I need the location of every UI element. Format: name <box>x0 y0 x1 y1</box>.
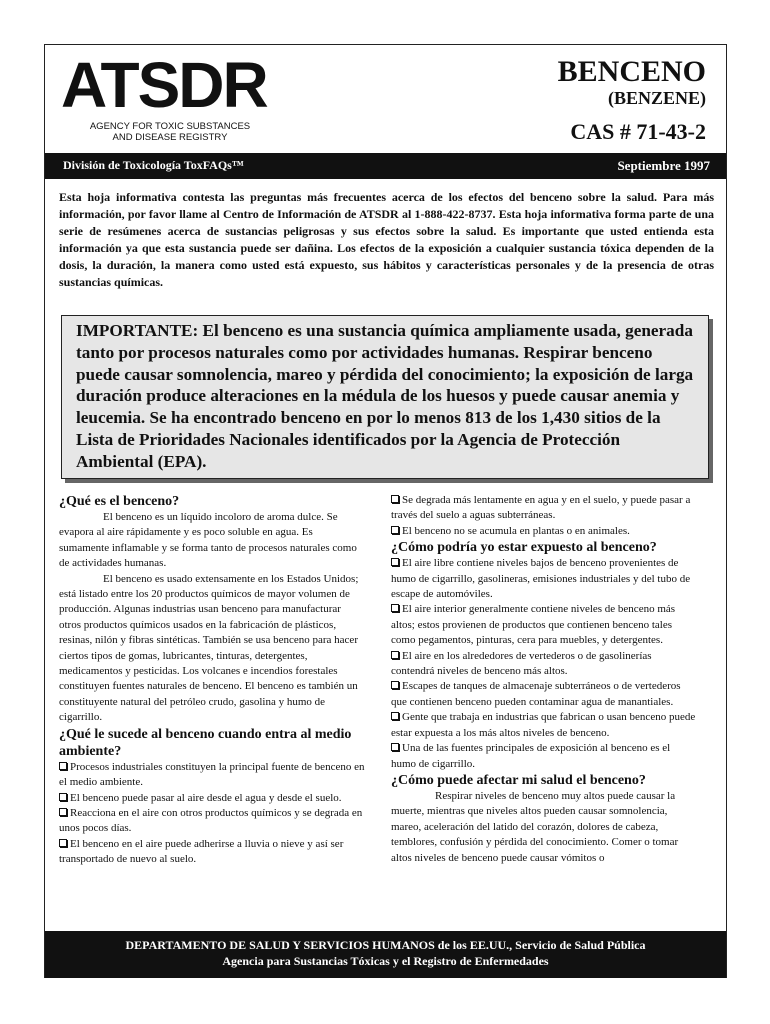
list-item: El benceno en el aire puede adherirse a lluvia o nieve y así ser transportado de nuevo al suelo. <box>59 837 344 866</box>
checkbox-bullet-icon <box>391 651 399 659</box>
logo-line-2: AND DISEASE REGISTRY <box>112 132 228 143</box>
heading-exposure: ¿Cómo podría yo estar expuesto al benceno? <box>391 540 657 556</box>
paragraph-health-effects: Respirar niveles de benceno muy altos puede causar la muerte, mientras que niveles altos pueden causar somnolencia, mareo, aceleración del latido del corazón, dolores de cabeza, temblores, confusión y pérdida del conocimiento. Comer o tomar altos niveles de benceno puede causar vómitos o <box>391 789 679 864</box>
checkbox-bullet-icon <box>391 604 399 612</box>
paragraph-what-is-2: El benceno es usado extensamente en los Estados Unidos; está listado entre los 20 productos químicos de mayor volumen de producción. Algunas industrias usan benceno para manufacturar otros productos químicos usados en la fabricación de plásticos, resinas, nilón y fibras sintéticas. También se usa benceno para hacer ciertos tipos de gomas, lubricantes, tinturas, detergentes, medicamentos y pesticidas. Los volcanes e incendios forestales constituyen fuentes naturales de benceno. El benceno es también un constituyente natural del petróleo crudo, gasolina y humo de cigarrillo. <box>59 572 359 724</box>
list-item: Gente que trabaja en industrias que fabrican o usan benceno puede estar expuesta a los más altos niveles de benceno. <box>391 711 696 739</box>
checkbox-bullet-icon <box>391 526 399 534</box>
division-label: División de Toxicología ToxFAQs™ <box>63 158 244 172</box>
heading-environment: ¿Qué le sucede al benceno cuando entra al medio ambiente? <box>59 726 352 759</box>
list-item: El aire interior generalmente contiene niveles de benceno más altos; estos provienen de productos que contienen benceno tales como pegamentos, pinturas, cera para muebles, y detergentes. <box>391 603 676 647</box>
list-item: El benceno puede pasar al aire desde el agua y desde el suelo. <box>59 791 365 806</box>
intro-paragraph: Esta hoja informativa contesta las preguntas más frecuentes acerca de los efectos del benceno sobre la salud. Para más información, por favor llame al Centro de Información de ATSDR al 1-888-422-8737. Esta hoja informativa forma parte de una serie de resúmenes acerca de sustancias peligrosas y sus efectos sobre la salud. Es importante que usted entienda esta información ya que esta sustancia puede ser dañina. Los efectos de la exposición a cualquier sustancia tóxica dependen de la dosis, la duración, la manera como usted está expuesto, sus hábitos y características personales y de la presencia de otras sustancias químicas. <box>59 190 714 289</box>
important-box: IMPORTANTE: El benceno es una sustancia química ampliamente usada, generada tanto por procesos naturales como por actividades humanas. Respirar benceno puede causar somnolencia, mareo y pérdida del conocimiento; la exposición de larga duración produce alteraciones en la médula de los huesos y puede causar anemia y leucemia. Se ha encontrado benceno en por lo menos 813 de los 1,430 sitios de la Lista de Prioridades Nacionales identificados por la Agencia de Protección Ambiental (EPA). <box>61 315 709 479</box>
checkbox-bullet-icon <box>59 762 67 770</box>
checkbox-bullet-icon <box>59 793 67 801</box>
checkbox-bullet-icon <box>391 558 399 566</box>
checkbox-bullet-icon <box>391 743 399 751</box>
fact-sheet-page <box>44 44 727 978</box>
title-block <box>558 57 706 145</box>
cas-number: CAS # 71-43-2 <box>570 119 706 144</box>
checkbox-bullet-icon <box>59 808 67 816</box>
header-bar <box>45 153 726 179</box>
heading-health-effects: ¿Cómo puede afectar mi salud el benceno? <box>391 772 646 788</box>
list-item: El aire en los alrededores de vertederos o de gasolinerías contendrá niveles de benceno más altos. <box>391 649 652 678</box>
checkbox-bullet-icon <box>391 681 399 689</box>
list-item: Se degrada más lentamente en agua y en el suelo, y puede pasar a través del suelo a aguas subterráneas. <box>391 494 691 522</box>
atsdr-logo <box>61 49 281 143</box>
list-item: Una de las fuentes principales de exposición al benceno es el humo de cigarrillo. <box>391 742 671 770</box>
list-item: El aire libre contiene niveles bajos de benceno provenientes de humo de cigarrillo, gasolineras, emisiones industriales y del tubo de escape de automóviles. <box>391 557 691 601</box>
list-item: Escapes de tanques de almacenaje subterráneos o de vertederos que contienen benceno pueden contaminar agua de manantiales. <box>391 680 681 708</box>
checkbox-bullet-icon <box>391 712 399 720</box>
checkbox-bullet-icon <box>391 495 399 503</box>
paragraph-what-is-1: El benceno es un líquido incoloro de aroma dulce. Se evapora al aire rápidamente y es poco soluble en agua. Es sumamente inflamable y se forma tanto de procesos naturales como de actividades humanas. <box>59 511 357 570</box>
left-column <box>59 493 365 868</box>
footer-bar <box>45 931 726 978</box>
list-item: El benceno no se acumula en plantas o en animales. <box>391 524 697 539</box>
page-title: BENCENO <box>557 55 706 88</box>
checkbox-bullet-icon <box>59 839 67 847</box>
logo-wordmark: ATSDR <box>61 49 267 121</box>
logo-line-1: AGENCY FOR TOXIC SUBSTANCES <box>89 121 251 132</box>
logo-subtitle <box>70 121 270 143</box>
list-item: Procesos industriales constituyen la principal fuente de benceno en el medio ambiente. <box>59 760 365 789</box>
publication-date: Septiembre 1997 <box>617 158 710 173</box>
list-item: Reacciona en el aire con otros productos químicos y se degrada en unos pocos días. <box>59 806 363 835</box>
heading-what-is-benzene: ¿Qué es el benceno? <box>59 494 180 509</box>
footer-line-2: Agencia para Sustancias Tóxicas y el Registro de Enfermedades <box>222 954 549 968</box>
page-subtitle: (BENZENE) <box>607 88 706 108</box>
footer-line-1: DEPARTAMENTO DE SALUD Y SERVICIOS HUMANOS de los EE.UU., Servicio de Salud Pública <box>125 938 646 952</box>
right-column <box>391 493 697 866</box>
